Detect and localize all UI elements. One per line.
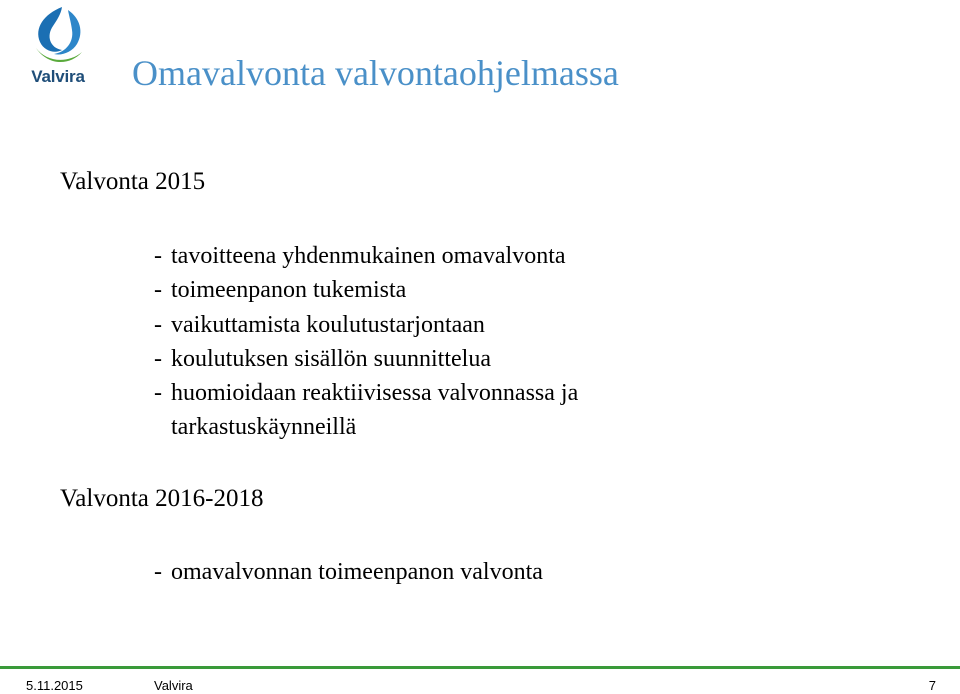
list-item xyxy=(154,239,578,273)
bullet-dash: - xyxy=(154,243,162,269)
page-number: 7 xyxy=(928,678,936,693)
list-item-text: tavoitteena yhdenmukainen omavalvonta xyxy=(171,243,566,269)
bullet-dash: - xyxy=(154,345,162,372)
list-item xyxy=(154,410,578,444)
valvira-leaf-icon xyxy=(22,4,94,66)
bullet-dash: - xyxy=(154,311,162,338)
bullet-list-2015 xyxy=(154,239,578,445)
list-item xyxy=(154,308,578,342)
section-heading-2015: Valvonta 2015 xyxy=(60,168,206,195)
list-item-text: vaikuttamista koulutustarjontaan xyxy=(171,311,485,338)
list-item xyxy=(154,273,578,307)
list-item xyxy=(154,555,543,589)
section-heading-2016-2018: Valvonta 2016-2018 xyxy=(60,485,264,512)
bullet-list-2016-2018 xyxy=(154,555,543,589)
valvira-logo xyxy=(22,4,94,94)
footer-divider xyxy=(0,666,960,669)
bullet-dash xyxy=(154,410,171,444)
list-item-text: koulutuksen sisällön suunnittelua xyxy=(171,345,491,372)
footer-date: 5.11.2015 xyxy=(26,678,83,693)
bullet-dash: - xyxy=(154,559,162,585)
list-item xyxy=(154,342,578,376)
list-item-text: tarkastuskäynneillä xyxy=(171,414,357,441)
footer-organization: Valvira xyxy=(154,678,193,693)
list-item xyxy=(154,376,578,410)
list-item-text: omavalvonnan toimeenpanon valvonta xyxy=(171,559,543,585)
bullet-dash: - xyxy=(154,277,162,304)
list-item-text: toimeenpanon tukemista xyxy=(171,277,407,304)
page-title: Omavalvonta valvontaohjelmassa xyxy=(132,53,619,93)
logo-text: Valvira xyxy=(31,67,85,86)
list-item-text: huomioidaan reaktiivisessa valvonnassa ja xyxy=(171,380,579,407)
bullet-dash: - xyxy=(154,380,162,407)
